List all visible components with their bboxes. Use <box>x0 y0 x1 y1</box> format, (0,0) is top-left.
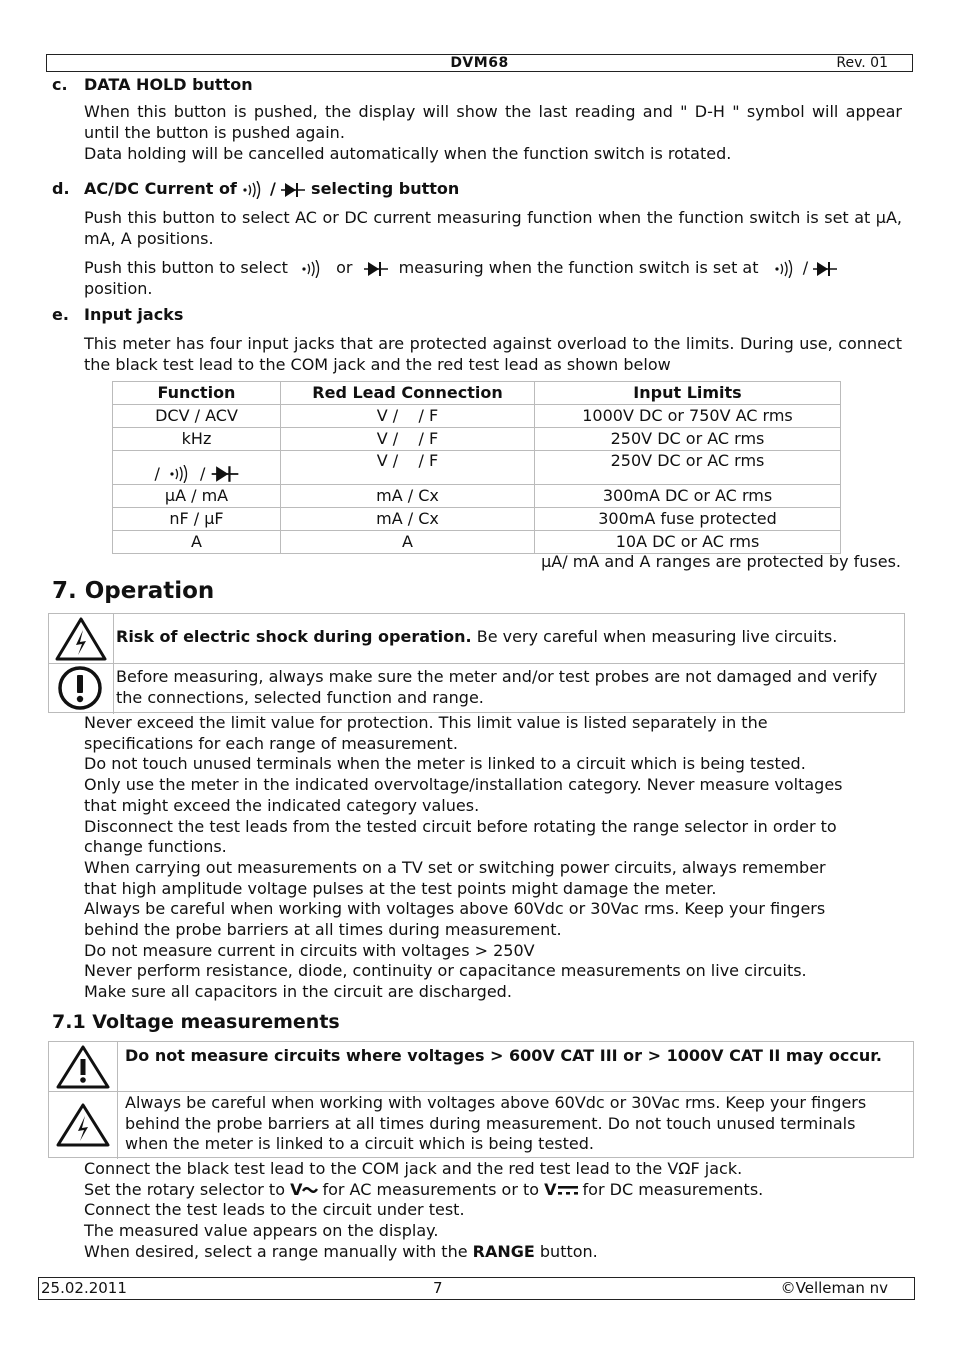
table-cell: kHz <box>113 428 281 451</box>
page-footer <box>38 1277 915 1300</box>
l5-c: button. <box>539 1241 598 1261</box>
table-cell: mA / Cx <box>281 508 535 531</box>
instruction-line: Make sure all capacitors in the circuit are discharged. <box>84 982 512 1002</box>
table-row <box>113 451 841 485</box>
ac-wave-icon <box>302 1185 318 1195</box>
warning-bold-text: Risk of electric shock during operation. <box>116 627 472 646</box>
warning-row <box>49 614 904 664</box>
instruction-line: Never perform resistance, diode, continuity or capacitance measurements on live circuits. <box>84 961 807 981</box>
section-c-letter: c. <box>52 75 68 94</box>
diode-icon <box>281 181 305 199</box>
footer-date: 25.02.2011 <box>41 1279 127 1297</box>
d-p2-sep: / <box>802 258 809 277</box>
table-cell: 250V DC or AC rms <box>535 451 841 485</box>
instruction-line <box>84 1180 902 1201</box>
dc-voltage-label: V <box>544 1179 557 1199</box>
dc-symbol-icon <box>557 1184 579 1196</box>
warning-row <box>49 1092 913 1159</box>
table-row <box>113 531 841 554</box>
continuity-icon <box>297 260 327 278</box>
voltage-warning-box <box>48 1041 914 1158</box>
operation-heading: 7. Operation <box>52 578 215 604</box>
section-e-paragraph: This meter has four input jacks that are protected against overload to the limits. During use, connect the black test lead to the COM jack and the red test lead as shown below <box>84 334 902 374</box>
instruction-line: change functions. <box>84 837 227 857</box>
instruction-line: Never exceed the limit value for protection. This limit value is listed separately in the <box>84 713 768 732</box>
instruction-line: Connect the test leads to the circuit under test. <box>84 1200 465 1220</box>
table-cell <box>113 451 281 485</box>
table-cell: A <box>281 531 535 554</box>
range-button-label: RANGE <box>472 1241 535 1261</box>
section-d-title-sep: / <box>270 179 276 198</box>
table-cell: V / / F <box>281 451 535 485</box>
section-d-paragraph: Push this button to select AC or DC current measuring function when the function switch is set at µA, mA, A positions. <box>84 208 902 248</box>
l2-a: Set the rotary selector to <box>84 1179 285 1199</box>
table-row <box>113 508 841 531</box>
table-row <box>113 428 841 451</box>
voltage-instructions <box>84 1159 902 1263</box>
instruction-line: that might exceed the indicated category values. <box>84 795 480 815</box>
l5-a: When desired, select a range manually with the <box>84 1241 468 1261</box>
table-header: Red Lead Connection <box>281 382 535 405</box>
instruction-line: When carrying out measurements on a TV set or switching power circuits, always remember <box>84 857 826 877</box>
instruction-line: Only use the meter in the indicated overvoltage/installation category. Never measure voltages <box>84 775 843 795</box>
warning-row <box>49 1042 913 1092</box>
electric-shock-warning-icon <box>54 616 108 662</box>
section-c-paragraph: When this button is pushed, the display will show the last reading and " D-H " symbol will appear until the button is pushed again. <box>84 102 902 142</box>
page-header <box>46 54 913 72</box>
table-cell: µA / mA <box>113 485 281 508</box>
table-cell-sep: / <box>200 463 206 483</box>
diode-icon <box>211 464 239 484</box>
table-cell: nF / µF <box>113 508 281 531</box>
table-cell-sep: / <box>154 463 160 483</box>
table-header: Function <box>113 382 281 405</box>
instruction-line: behind the probe barriers at all times during measurement. <box>84 920 562 940</box>
table-cell: mA / Cx <box>281 485 535 508</box>
operation-instructions <box>84 713 902 1003</box>
instruction-line <box>84 1242 902 1263</box>
warning-row <box>49 664 904 714</box>
instruction-line: Do not touch unused terminals when the meter is linked to a circuit which is being tested. <box>84 754 806 774</box>
d-p2-c: position. <box>84 279 153 298</box>
instruction-line: specifications for each range of measurement. <box>84 733 458 753</box>
instruction-line: Disconnect the test leads from the tested circuit before rotating the range selector in order to <box>84 816 837 836</box>
table-cell: 250V DC or AC rms <box>535 428 841 451</box>
section-c-title: DATA HOLD button <box>84 75 253 94</box>
section-c-paragraph-2: Data holding will be cancelled automatically when the function switch is rotated. <box>84 144 732 163</box>
section-d-title <box>84 179 459 199</box>
header-revision: Rev. 01 <box>836 55 888 71</box>
table-header: Input Limits <box>535 382 841 405</box>
section-d-title-pre: AC/DC Current of <box>84 179 237 198</box>
continuity-icon <box>772 260 798 278</box>
d-p2-a: Push this button to select <box>84 258 288 277</box>
instruction-line: that high amplitude voltage pulses at the test points might damage the meter. <box>84 878 717 898</box>
table-cell: A <box>113 531 281 554</box>
continuity-icon <box>167 465 193 483</box>
continuity-icon <box>242 181 264 199</box>
l2-c: for DC measurements. <box>582 1179 764 1199</box>
table-cell: 1000V DC or 750V AC rms <box>535 405 841 428</box>
warning-icon-cell <box>49 614 114 663</box>
voltage-heading: 7.1 Voltage measurements <box>52 1011 340 1033</box>
warning-text <box>116 627 898 648</box>
footer-copyright: ©Velleman nv <box>780 1279 888 1297</box>
input-jacks-table <box>112 381 841 554</box>
header-title: DVM68 <box>450 55 509 71</box>
table-cell: 300mA DC or AC rms <box>535 485 841 508</box>
operation-warning-box <box>48 613 905 713</box>
table-cell: 10A DC or AC rms <box>535 531 841 554</box>
caution-exclamation-icon <box>56 665 104 711</box>
section-d-letter: d. <box>52 179 70 198</box>
table-cell: V / / F <box>281 428 535 451</box>
warning-rest-text: Be very careful when measuring live circuits. <box>471 627 838 646</box>
table-cell: V / / F <box>281 405 535 428</box>
diode-icon <box>813 260 837 278</box>
d-p2-b: measuring when the function switch is set at <box>398 258 759 277</box>
warning-icon-cell <box>49 1092 118 1159</box>
l2-b: for AC measurements or to <box>322 1179 540 1199</box>
warning-triangle-icon <box>55 1044 111 1090</box>
warning-icon-cell <box>49 664 114 714</box>
table-cell: DCV / ACV <box>113 405 281 428</box>
table-row <box>113 485 841 508</box>
section-d-paragraph-2 <box>84 257 837 278</box>
instruction-line: The measured value appears on the display. <box>84 1221 439 1241</box>
warning-text: Before measuring, always make sure the meter and/or test probes are not damaged and verify the connections, selected function and range. <box>116 667 878 707</box>
instruction-line: Do not measure current in circuits with voltages > 250V <box>84 940 535 960</box>
section-e-title: Input jacks <box>84 305 184 324</box>
instruction-line: Connect the black test lead to the COM jack and the red test lead to the VΩF jack. <box>84 1159 743 1178</box>
table-row <box>113 405 841 428</box>
footer-page-number: 7 <box>433 1279 443 1297</box>
d-p2-or: or <box>336 258 353 277</box>
section-d-title-post: selecting button <box>311 179 460 198</box>
warning-text: Always be careful when working with voltages above 60Vdc or 30Vac rms. Keep your fingers behind the probe barriers at all times during measurement. Do not touch unused terminals when the meter is linked to a circuit which is being tested. <box>125 1093 867 1153</box>
electric-shock-warning-icon <box>55 1102 111 1148</box>
warning-text: Do not measure circuits where voltages > 600V CAT III or > 1000V CAT II may occur. <box>125 1046 882 1065</box>
table-header-row <box>113 382 841 405</box>
diode-icon <box>362 260 390 278</box>
warning-icon-cell <box>49 1042 118 1091</box>
section-e-letter: e. <box>52 305 69 324</box>
table-cell: 300mA fuse protected <box>535 508 841 531</box>
fuse-note: µA/ mA and A ranges are protected by fuses. <box>541 552 901 571</box>
ac-voltage-label: V <box>290 1179 303 1199</box>
instruction-line: Always be careful when working with voltages above 60Vdc or 30Vac rms. Keep your fingers <box>84 899 826 919</box>
